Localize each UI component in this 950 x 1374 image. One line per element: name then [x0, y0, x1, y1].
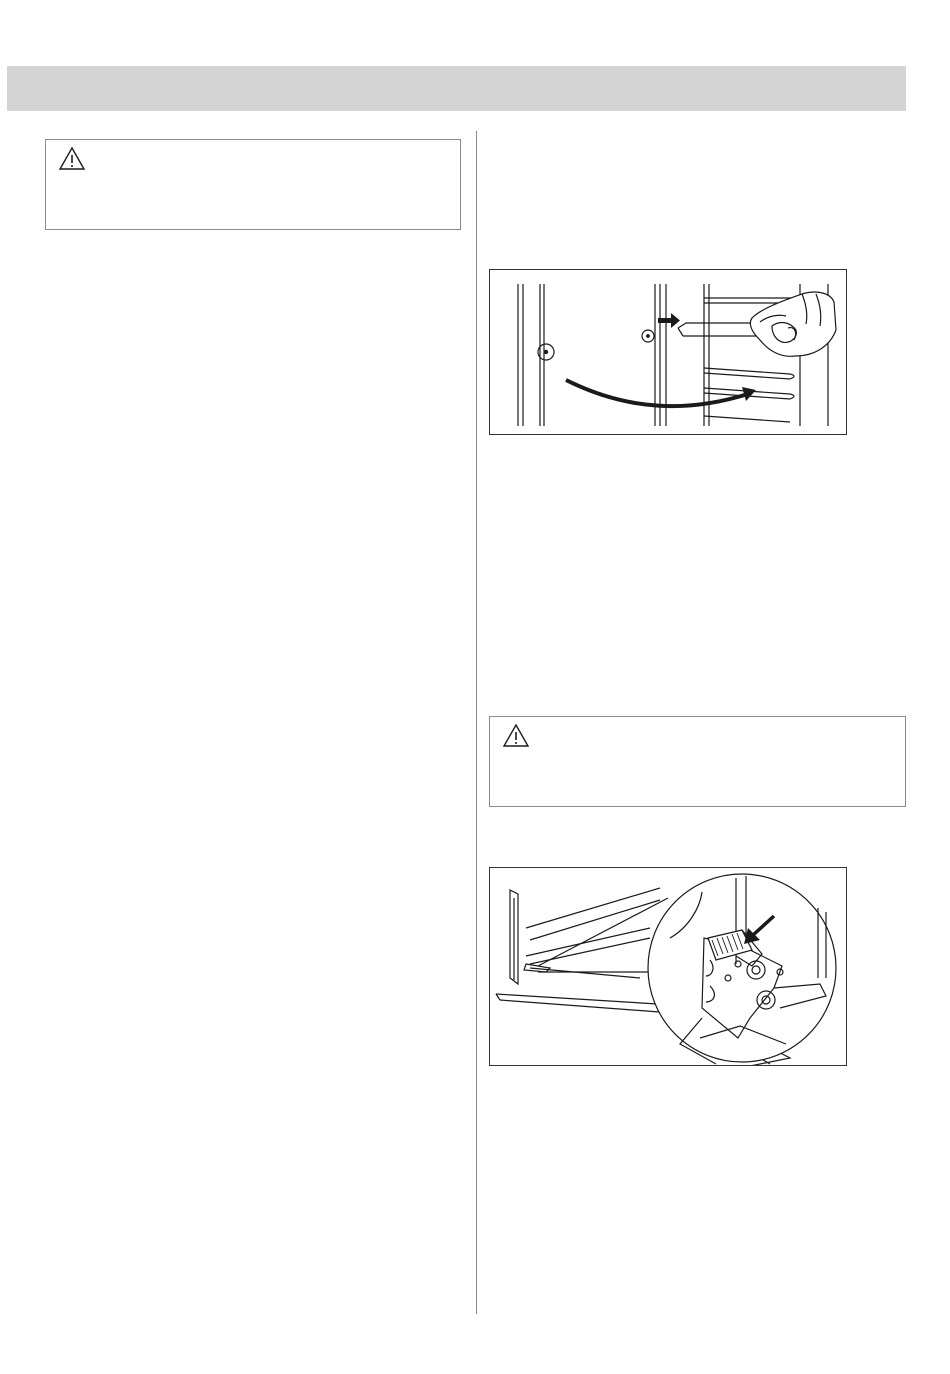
door-hinge-illustration [490, 868, 847, 1066]
column-divider [476, 131, 477, 1314]
warning-box-2 [489, 716, 906, 807]
warning-triangle-icon [58, 146, 86, 172]
warning-triangle-icon [502, 723, 530, 749]
warning-box-1 [45, 139, 461, 230]
shelf-support-figure [489, 269, 847, 435]
shelf-support-illustration [490, 270, 847, 435]
section-header-band [7, 66, 906, 111]
door-hinge-figure [489, 867, 847, 1066]
